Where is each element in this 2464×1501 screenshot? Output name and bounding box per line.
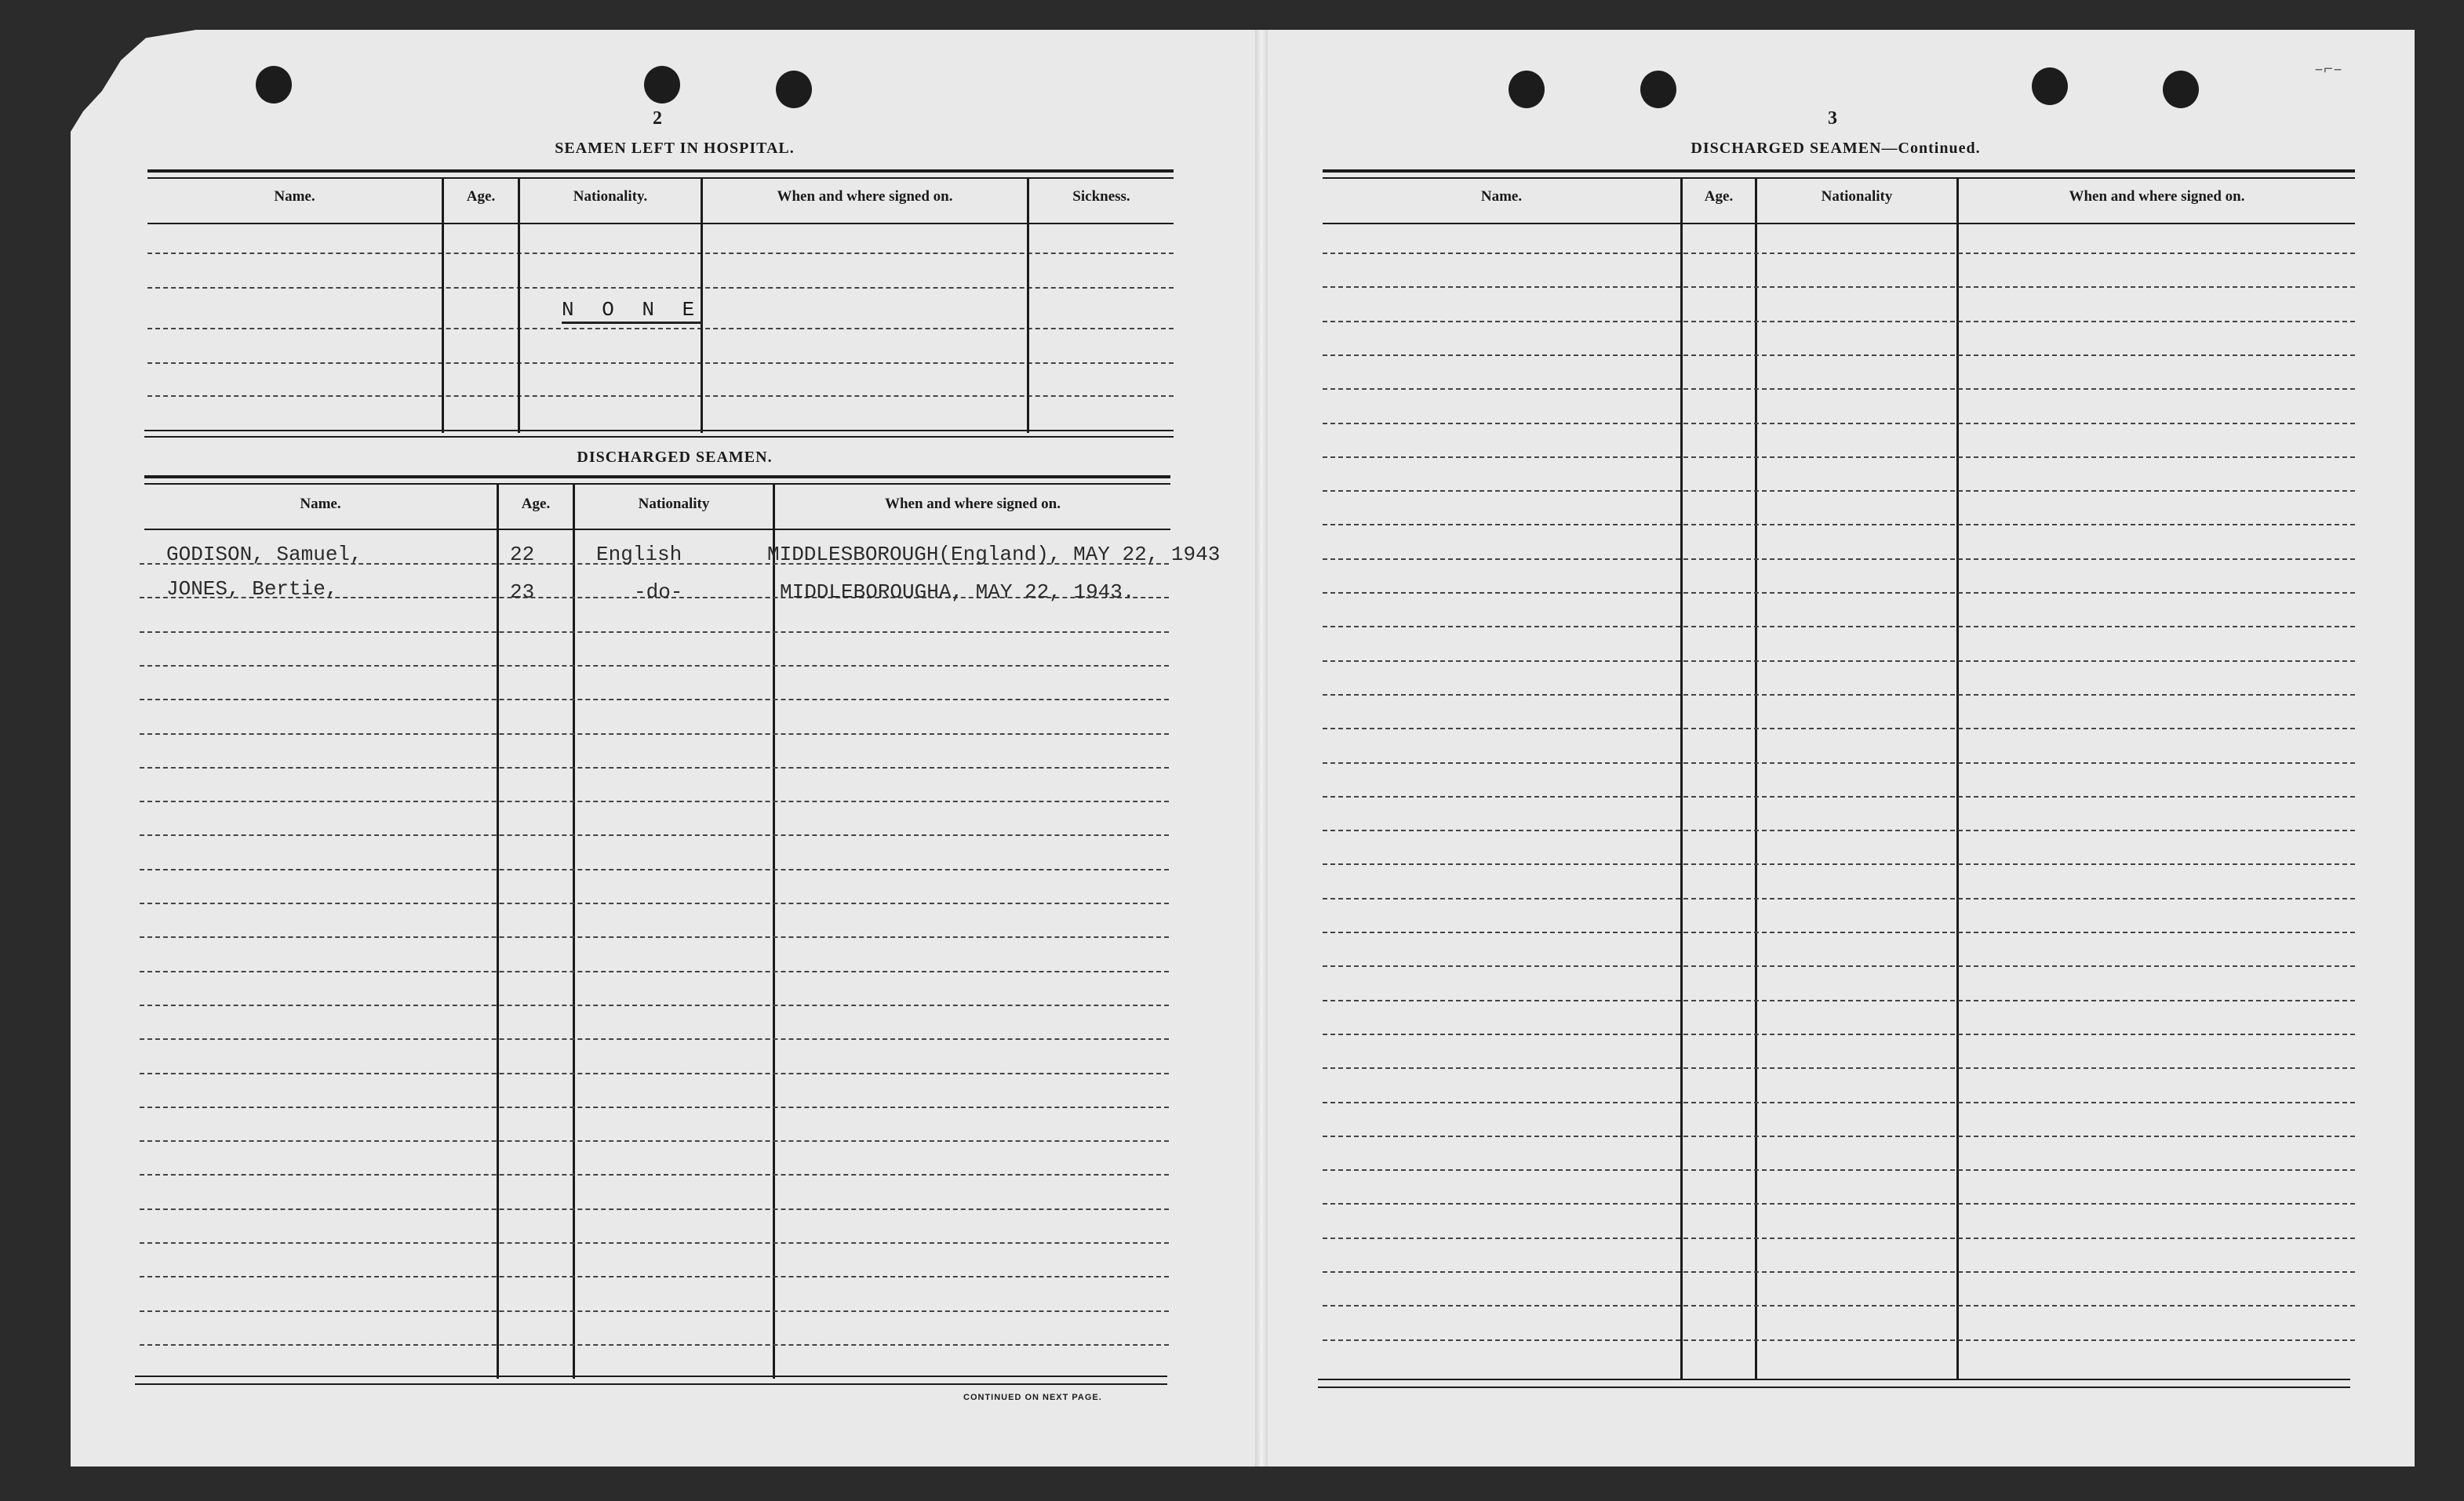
discharged-col-age: Age. (521, 496, 551, 512)
right-col-signed-on: When and where signed on. (2069, 188, 2245, 205)
ruled-line (1323, 1238, 2355, 1239)
ruled-line (1323, 1034, 2355, 1035)
ruled-line (140, 834, 1169, 836)
center-fold (1255, 30, 1268, 1466)
ruled-line (1323, 796, 2355, 798)
hospital-col-nationality: Nationality. (573, 188, 648, 205)
ruled-line (140, 1242, 1169, 1244)
punch-hole (776, 71, 812, 108)
discharged-col-name: Name. (300, 496, 341, 512)
ruled-line (140, 1107, 1169, 1108)
ruled-line (1323, 524, 2355, 525)
ruled-line (1323, 762, 2355, 764)
hospital-col-sickness: Sickness. (1072, 188, 1130, 205)
ruled-line (1323, 592, 2355, 594)
discharged-section-title: DISCHARGED SEAMEN. (577, 449, 773, 466)
right-col-name: Name. (1480, 188, 1523, 205)
ruled-line (1323, 1102, 2355, 1103)
discharged-col-nationality: Nationality (638, 496, 710, 512)
ruled-line (1323, 932, 2355, 933)
ruled-line (140, 665, 1169, 667)
punch-hole (1509, 71, 1545, 108)
right-col-nationality: Nationality (1821, 188, 1893, 205)
ruled-line (1323, 728, 2355, 729)
hospital-none-entry: N O N E (562, 298, 702, 324)
ruled-line (1323, 830, 2355, 831)
ruled-line (140, 936, 1169, 938)
ruled-line (140, 801, 1169, 802)
ruled-line (140, 733, 1169, 735)
ruled-line (1323, 490, 2355, 492)
punch-hole (2163, 71, 2199, 108)
ruled-line (140, 971, 1169, 972)
ruled-line (1323, 1000, 2355, 1001)
row-1-signed-on: MIDDLESBOROUGH(England), MAY 22, 1943 (767, 543, 1221, 566)
ruled-line (1323, 321, 2355, 322)
ruled-line (1323, 456, 2355, 458)
ruled-line (1323, 1067, 2355, 1069)
page-number-left: 2 (653, 108, 662, 129)
ink-mark: –⌐– (2314, 61, 2343, 79)
ruled-line (1323, 1169, 2355, 1171)
ruled-line (1323, 1203, 2355, 1205)
row-1-nationality: English (596, 543, 682, 566)
ruled-line (140, 903, 1169, 904)
ruled-line (1323, 558, 2355, 560)
ruled-line (140, 1140, 1169, 1142)
row-2-age: 23 (510, 580, 535, 604)
document-sheet (71, 30, 2415, 1466)
ruled-line (1323, 660, 2355, 662)
ruled-line (140, 1038, 1169, 1040)
ruled-line (1323, 1339, 2355, 1341)
ruled-line (1323, 626, 2355, 627)
ruled-line (140, 1174, 1169, 1176)
row-1-age: 22 (510, 543, 535, 566)
ruled-line (1323, 1305, 2355, 1307)
discharged-col-signed-on: When and where signed on. (884, 496, 1061, 512)
ruled-line (1323, 388, 2355, 390)
ruled-line (1323, 694, 2355, 696)
continued-footnote: CONTINUED ON NEXT PAGE. (963, 1393, 1102, 1402)
ruled-line (140, 1208, 1169, 1210)
ruled-line (1323, 253, 2355, 254)
punch-hole (2032, 67, 2068, 105)
ruled-line (140, 1344, 1169, 1346)
ruled-line (140, 869, 1169, 870)
hospital-col-age: Age. (466, 188, 496, 205)
ruled-line (1323, 898, 2355, 900)
hospital-section-title: SEAMEN LEFT IN HOSPITAL. (555, 140, 795, 157)
ruled-line (140, 699, 1169, 700)
row-2-signed-on: MIDDLEBOROUGHA, MAY 22, 1943. (780, 580, 1135, 604)
page-number-right: 3 (1828, 108, 1837, 129)
row-2-nationality: -do- (634, 580, 683, 604)
continued-section-title: DISCHARGED SEAMEN—Continued. (1691, 140, 1981, 157)
ruled-line (140, 1005, 1169, 1006)
punch-hole (644, 66, 680, 104)
ruled-line (1323, 863, 2355, 865)
ruled-line (1323, 286, 2355, 288)
right-col-age: Age. (1704, 188, 1734, 205)
row-2-name: JONES, Bertie, (166, 577, 338, 601)
row-1-name: GODISON, Samuel, (166, 543, 362, 566)
punch-hole (1640, 71, 1676, 108)
ruled-line (1323, 1136, 2355, 1137)
ruled-line (1323, 1271, 2355, 1273)
ruled-line (140, 1310, 1169, 1312)
ruled-line (140, 1073, 1169, 1074)
hospital-col-signed-on: When and where signed on. (777, 188, 953, 205)
ruled-line (140, 631, 1169, 633)
ruled-line (140, 767, 1169, 769)
ruled-line (1323, 423, 2355, 424)
punch-hole (256, 66, 292, 104)
ruled-line (1323, 965, 2355, 967)
hospital-col-name: Name. (274, 188, 315, 205)
ruled-line (140, 1276, 1169, 1277)
ruled-line (1323, 354, 2355, 356)
